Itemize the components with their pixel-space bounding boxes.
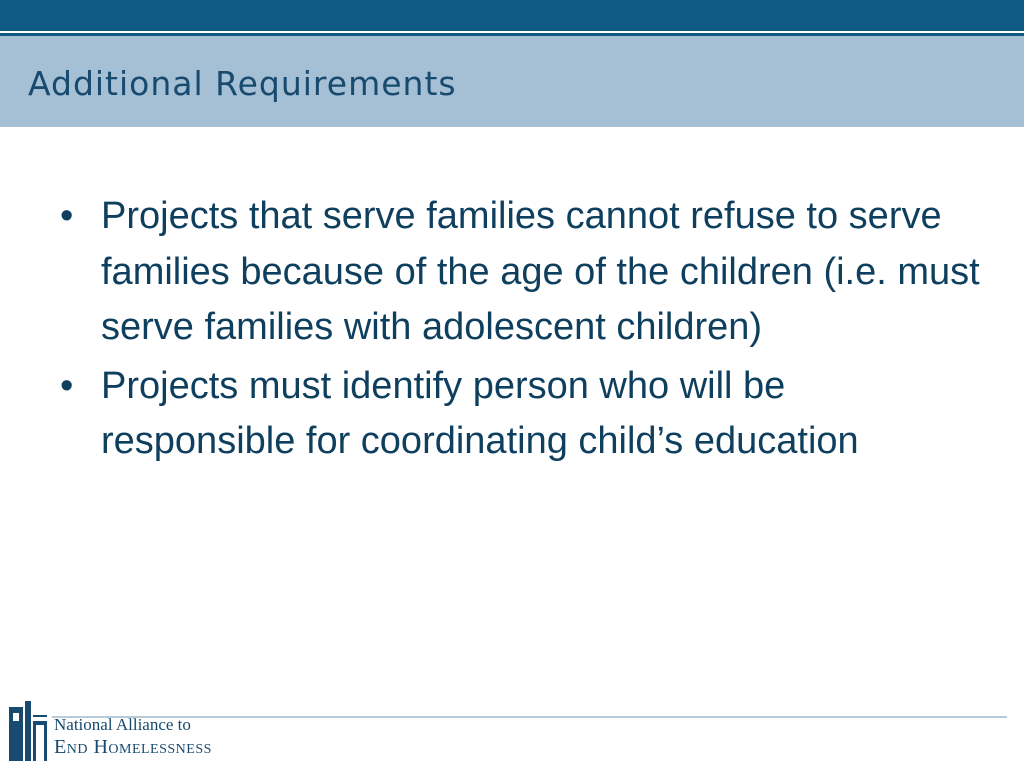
logo-text — [54, 715, 212, 759]
bullet-list — [60, 189, 980, 473]
bullet-text: Projects that serve families cannot refuse to serve families because of the age of the children (i.e. must serve families with adolescent children) — [101, 195, 980, 348]
logo-line-2: End Homelessness — [54, 736, 212, 758]
bullet-text: Projects must identify person who will be responsible for coordinating child’s education — [101, 364, 859, 462]
bullet-item — [60, 359, 980, 470]
bullet-marker: • — [60, 195, 74, 237]
slide-title: Additional Requirements — [28, 64, 457, 103]
logo-line-1: National Alliance to — [54, 715, 191, 734]
organization-logo — [7, 701, 267, 763]
house-icon — [7, 701, 49, 763]
bullet-item — [60, 189, 980, 356]
top-bar — [0, 0, 1024, 31]
bullet-marker: • — [60, 364, 74, 407]
